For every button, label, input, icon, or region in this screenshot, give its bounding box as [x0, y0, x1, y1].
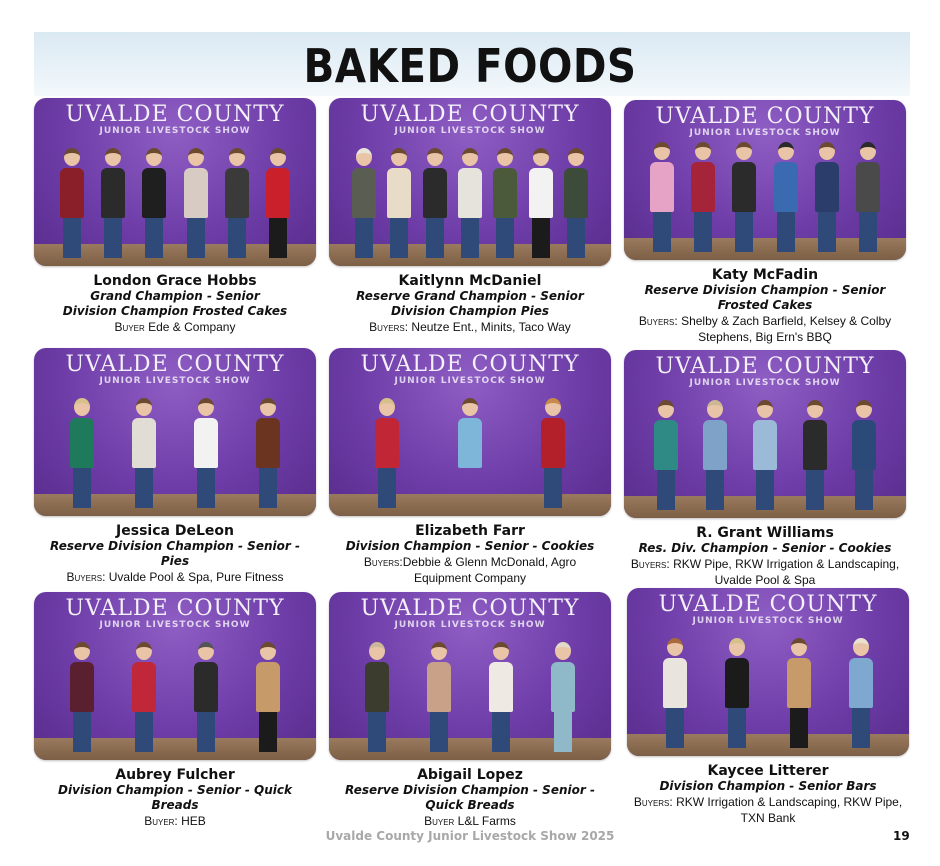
- photo-backdrop-sublogo: JUNIOR LIVESTOCK SHOW: [99, 376, 251, 386]
- photo-backdrop-sublogo: JUNIOR LIVESTOCK SHOW: [99, 620, 251, 630]
- person: [489, 642, 513, 752]
- entry-photo: [329, 348, 611, 516]
- person: [732, 142, 756, 252]
- people-group: [346, 154, 594, 258]
- entry-buyers: [329, 814, 611, 829]
- photo-backdrop-sublogo: JUNIOR LIVESTOCK SHOW: [394, 376, 546, 386]
- people-group: [51, 154, 299, 258]
- entry-award: Reserve Division Champion - Senior -: [50, 539, 300, 553]
- person: [458, 148, 482, 258]
- person: [849, 638, 873, 748]
- entry-buyers: [34, 814, 316, 829]
- photo-backdrop-logo: UVALDE COUNTY: [360, 352, 580, 377]
- person: [493, 148, 517, 258]
- entry-award: Frosted Cakes: [717, 298, 813, 312]
- entry-award: Division Champion - Senior - Quick: [58, 783, 292, 797]
- page-number: 19: [893, 829, 910, 843]
- person: [458, 398, 482, 508]
- entry-award: Reserve Grand Champion - Senior: [356, 289, 584, 303]
- person: [541, 398, 565, 508]
- photo-backdrop-logo: UVALDE COUNTY: [360, 596, 580, 621]
- buyer-label: Buyer: [114, 320, 145, 334]
- buyer-label: Buyers:: [633, 795, 673, 809]
- entry-buyers: [34, 570, 316, 585]
- entry-name: Katy McFadin: [711, 267, 819, 283]
- people-group: [346, 648, 594, 752]
- entry-award: Breads: [151, 798, 199, 812]
- buyer-names: Uvalde Pool & Spa, Pure Fitness: [105, 570, 284, 584]
- entry-photo: [34, 98, 316, 266]
- photo-backdrop-sublogo: JUNIOR LIVESTOCK SHOW: [394, 620, 546, 630]
- entry-photo: [34, 348, 316, 516]
- person: [352, 148, 376, 258]
- entry-award: Quick Breads: [425, 798, 515, 812]
- entry-card: [34, 592, 316, 829]
- person: [427, 642, 451, 752]
- entry-buyers: [329, 320, 611, 335]
- people-group: [644, 644, 892, 748]
- person: [423, 148, 447, 258]
- people-group: [51, 648, 299, 752]
- entry-photo: [624, 350, 906, 518]
- person: [70, 398, 94, 508]
- entry-buyers-cont: Uvalde Pool & Spa: [714, 573, 816, 587]
- photo-backdrop-sublogo: JUNIOR LIVESTOCK SHOW: [689, 378, 841, 388]
- photo-backdrop-sublogo: JUNIOR LIVESTOCK SHOW: [692, 616, 844, 626]
- entry-name: London Grace Hobbs: [93, 273, 257, 289]
- entry-name: Kaycee Litterer: [707, 763, 829, 779]
- person: [803, 400, 827, 510]
- person: [225, 148, 249, 258]
- person: [703, 400, 727, 510]
- page-footer: Uvalde County Junior Livestock Show 2025: [325, 829, 615, 843]
- buyer-names: Shelby & Zach Barfield, Kelsey & Colby: [677, 314, 892, 328]
- person: [856, 142, 880, 252]
- entry-award: Division Champion Frosted Cakes: [62, 304, 288, 318]
- page-title: BAKED FOODS: [303, 39, 637, 93]
- entry-name: R. Grant Williams: [696, 525, 834, 541]
- buyer-names: L&L Farms: [454, 814, 516, 828]
- person: [852, 400, 876, 510]
- person: [815, 142, 839, 252]
- photo-backdrop-sublogo: JUNIOR LIVESTOCK SHOW: [99, 126, 251, 136]
- person: [375, 398, 399, 508]
- person: [564, 148, 588, 258]
- person: [365, 642, 389, 752]
- buyer-names: Debbie & Glenn McDonald, Agro: [402, 555, 577, 569]
- buyer-label: Buyers:: [369, 320, 409, 334]
- photo-backdrop-logo: UVALDE COUNTY: [65, 352, 285, 377]
- buyer-label: Buyers:: [638, 314, 678, 328]
- entry-card: [329, 348, 611, 586]
- entry-name: Aubrey Fulcher: [115, 767, 235, 783]
- entry-card: [624, 350, 906, 588]
- people-group: [641, 153, 889, 252]
- photo-backdrop-logo: UVALDE COUNTY: [360, 102, 580, 127]
- person: [650, 142, 674, 252]
- entry-name: Elizabeth Farr: [415, 523, 525, 539]
- buyer-names: Ede & Company: [144, 320, 236, 334]
- person: [70, 642, 94, 752]
- entry-card: [329, 98, 611, 335]
- photo-backdrop-logo: UVALDE COUNTY: [655, 354, 875, 379]
- entry-award: Division Champion Pies: [390, 304, 550, 318]
- buyer-label: Buyer:: [144, 814, 178, 828]
- entry-award: Reserve Division Champion - Senior -: [345, 783, 595, 797]
- entry-card: [34, 348, 316, 585]
- buyer-label: Buyers:: [363, 555, 403, 569]
- person: [142, 148, 166, 258]
- entry-card: [329, 592, 611, 829]
- photo-backdrop-sublogo: JUNIOR LIVESTOCK SHOW: [689, 128, 841, 138]
- entry-card: [627, 588, 909, 826]
- person: [184, 148, 208, 258]
- buyer-label: Buyers:: [630, 557, 670, 571]
- person: [725, 638, 749, 748]
- person: [194, 642, 218, 752]
- person: [787, 638, 811, 748]
- buyer-label: Buyers:: [66, 570, 106, 584]
- entry-card: [34, 98, 316, 335]
- entry-photo: [34, 592, 316, 760]
- photo-backdrop-sublogo: JUNIOR LIVESTOCK SHOW: [394, 126, 546, 136]
- buyer-names: HEB: [177, 814, 206, 828]
- person: [266, 148, 290, 258]
- photo-backdrop-logo: UVALDE COUNTY: [65, 102, 285, 127]
- entry-name: Jessica DeLeon: [116, 523, 234, 539]
- entry-buyers: [624, 557, 906, 572]
- photo-backdrop-logo: UVALDE COUNTY: [658, 592, 878, 617]
- person: [256, 398, 280, 508]
- people-group: [346, 404, 594, 508]
- buyer-names: RKW Pipe, RKW Irrigation & Landscaping,: [669, 557, 900, 571]
- entry-buyers: [34, 320, 316, 335]
- person: [60, 148, 84, 258]
- person: [132, 642, 156, 752]
- entry-award: Pies: [160, 554, 190, 568]
- entry-buyers: [627, 795, 909, 810]
- person: [387, 148, 411, 258]
- entry-card: [624, 100, 906, 345]
- person: [654, 400, 678, 510]
- buyer-names: Neutze Ent., Minits, Taco Way: [408, 320, 571, 334]
- entry-name: Abigail Lopez: [417, 767, 523, 783]
- entry-photo: [329, 592, 611, 760]
- entry-photo: [627, 588, 909, 756]
- person: [101, 148, 125, 258]
- person: [529, 148, 553, 258]
- entry-buyers-cont: Equipment Company: [413, 571, 527, 585]
- person: [691, 142, 715, 252]
- buyer-names: RKW Irrigation & Landscaping, RKW Pipe,: [672, 795, 903, 809]
- people-group: [51, 404, 299, 508]
- entry-name: Kaitlynn McDaniel: [398, 273, 542, 289]
- entry-photo: [329, 98, 611, 266]
- photo-backdrop-logo: UVALDE COUNTY: [65, 596, 285, 621]
- entry-buyers: [329, 555, 611, 570]
- entry-award: Res. Div. Champion - Senior - Cookies: [638, 541, 892, 555]
- person: [663, 638, 687, 748]
- entry-award: Division Champion - Senior Bars: [659, 779, 877, 793]
- entry-buyers-cont: Stephens, Big Ern's BBQ: [698, 330, 832, 344]
- entry-award: Division Champion - Senior - Cookies: [345, 539, 595, 553]
- people-group: [641, 406, 889, 510]
- entry-photo: [624, 100, 906, 260]
- person: [194, 398, 218, 508]
- person: [132, 398, 156, 508]
- photo-backdrop-logo: UVALDE COUNTY: [655, 104, 875, 129]
- person: [551, 642, 575, 752]
- entry-buyers: [624, 314, 906, 329]
- person: [256, 642, 280, 752]
- person: [774, 142, 798, 252]
- entry-buyers-cont: TXN Bank: [740, 811, 796, 825]
- person: [753, 400, 777, 510]
- entry-award: Reserve Division Champion - Senior: [644, 283, 886, 297]
- entry-award: Grand Champion - Senior: [90, 289, 260, 303]
- buyer-label: Buyer: [424, 814, 455, 828]
